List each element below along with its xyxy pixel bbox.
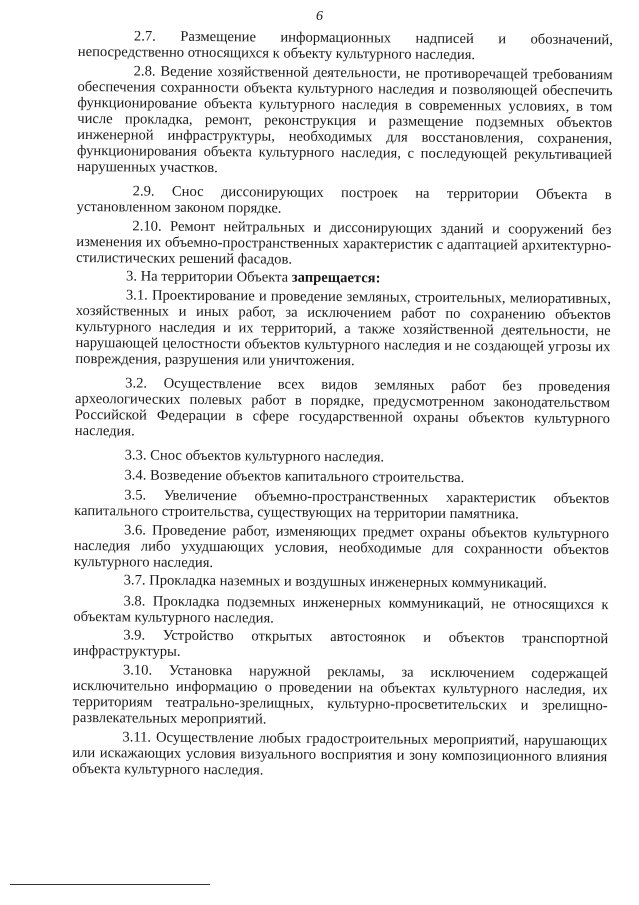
prohibition-3-6: 3.6. Проведение работ, изменяющих предмет охраны объектов культурного наследия либо ухудшающих условия, необходимые для сохранности объектов культурного наследия. xyxy=(73,522,610,571)
paragraph-2-8: 2.8. Ведение хозяйственной деятельности, не противоречащей требованиям обеспечения сохранности объекта культурного наследия и позволяющей обеспечить функционирование объекта культурного наследия в современных условиях, в том числе прокладка, ремонт, реконструкция и размещение подземных объектов инженерной инфраструктуры, необходимых для восстановления, сохранения, функционирования объекта культурного наследия, с последующей рекультивацией нарушенных участков. xyxy=(76,63,613,177)
paragraph-2-7: 2.7. Размещение информационных надписей и обозначений, непосредственно относящихся к объекту культурного наследия. xyxy=(77,28,613,64)
prohibition-3-9: 3.9. Устройство открытых автостоянок и объектов транспортной инфраструктуры. xyxy=(73,627,609,661)
section-3-prefix: 3. На территории Объекта xyxy=(125,268,292,286)
prohibition-3-4: 3.4. Возведение объектов капитального строительства. xyxy=(124,467,465,486)
section-3-heading xyxy=(76,268,611,288)
prohibition-3-1: 3.1. Проектирование и проведение земляных, строительных, мелиоративных, хозяйственных и иных работ, за исключением работ по сохранению объектов культурного наследия и их территорий, а также хозяйственной деятельности, не нарушающей целостности объектов культурного наследия и не создающей угрозы их повреждения, разрушения или уничтожения. xyxy=(75,287,611,370)
prohibition-3-5: 3.5. Увеличение объемно-пространственных характеристик объектов капитального строительства, существующих на территории памятника. xyxy=(74,487,610,523)
prohibition-3-2: 3.2. Осуществление всех видов земляных работ без проведения археологических полевых работ в порядке, предусмотренном законодательством Российской Федерации в сфере государственной охраны объектов культурного наследия. xyxy=(74,375,611,440)
footnote-separator-line xyxy=(10,884,210,885)
prohibition-3-8: 3.8. Прокладка подземных инженерных коммуникаций, не относящихся к объектам культурного наследия. xyxy=(73,592,609,627)
prohibition-3-10: 3.10. Установка наружной рекламы, за исключением содержащей исключительно информацию о проведении на объектах культурного наследия, их территориям театрально-зрелищных, культурно-просветительских и зрелищно-развлекательных мероприятий. xyxy=(72,662,609,728)
prohibition-3-3: 3.3. Снос объектов культурного наследия. xyxy=(124,447,385,466)
prohibition-3-11: 3.11. Осуществление любых градостроительных мероприятий, нарушающих или искажающих условия визуального восприятия и зону композиционного влияния объекта культурного наследия. xyxy=(72,729,608,779)
section-3-emphasis: запрещается xyxy=(291,269,376,287)
page-number: 6 xyxy=(316,9,323,24)
paragraph-2-10: 2.10. Ремонт нейтральных и диссонирующих зданий и сооружений без изменения их объемно-пространственных характеристик с адаптацией архитектурно-стилистических решений фасадов. xyxy=(76,217,612,268)
prohibition-3-7: 3.7. Прокладка наземных и воздушных инженерных коммуникаций. xyxy=(123,572,547,593)
paragraph-2-9: 2.9. Снос диссонирующих построек на территории Объекта в установленном законом порядке. xyxy=(76,183,612,217)
section-3-colon: : xyxy=(375,270,381,287)
document-body xyxy=(72,28,613,784)
